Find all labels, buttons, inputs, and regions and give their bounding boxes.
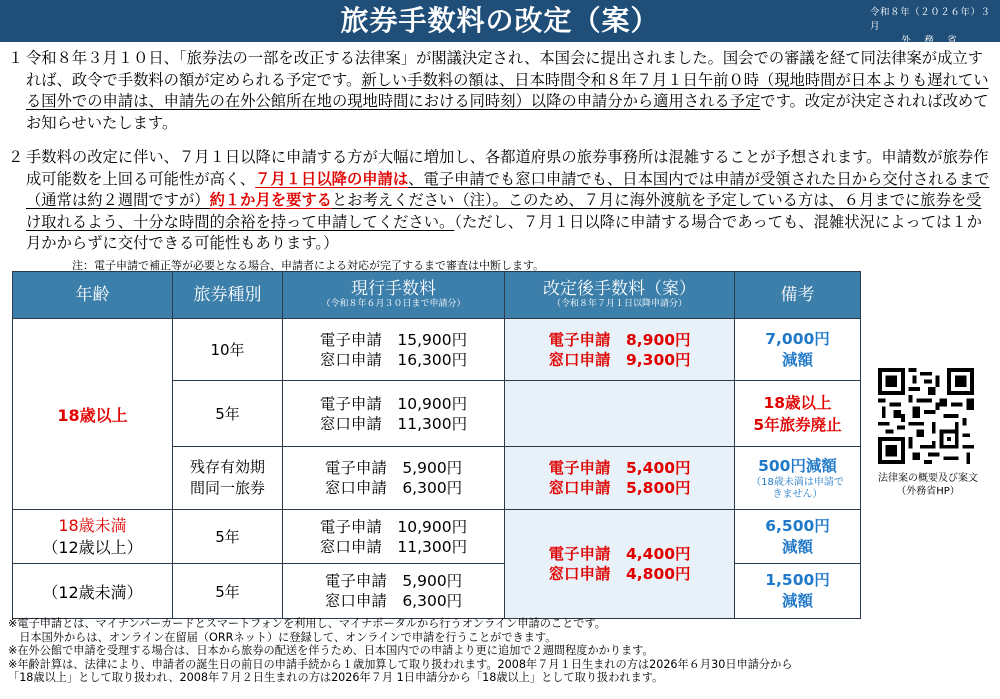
new-fee-counter: 窓口申請 9,300円 (548, 350, 691, 369)
remark-line: 1,500円 (765, 571, 830, 589)
remark-line: 減額 (781, 350, 813, 369)
remark (735, 381, 861, 447)
current-fee-electronic: 電子申請 10,900円 (319, 517, 468, 536)
footnote: ※電子申請とは、マイナンバーカードとスマートフォンを利用し、マイナポータルから行うオンライン申請のことです。 (8, 617, 606, 630)
remark (735, 447, 861, 510)
new-fee-counter: 窓口申請 4,800円 (548, 565, 691, 583)
passport-type: 10年 (173, 319, 283, 381)
current-fee (283, 510, 505, 564)
current-fee-counter: 窓口申請 11,300円 (319, 414, 468, 433)
table-row (13, 510, 861, 564)
current-fee-electronic: 電子申請 15,900円 (319, 330, 468, 349)
passport-type-line: 間同一旅券 (189, 479, 265, 497)
current-fee (283, 447, 505, 510)
table-header-row (13, 272, 861, 319)
current-fee-counter: 窓口申請 11,300円 (319, 537, 468, 556)
footnote: ※在外公館で申請を受理する場合は、日本から旅券の配送を伴うため、日本国内での申請より更に追加で２週間程度かかります。 (8, 644, 654, 657)
footnotes (8, 617, 998, 685)
new-fee-empty (505, 381, 735, 447)
current-fee (283, 564, 505, 619)
section-number: ２ (8, 148, 24, 166)
section-2-advice-text: とお考えください（注）。このため、７月に海外渡航を予定している方は、６月までに旅券を受け取れるよう、十分な時間的余裕を持って申請してください。 (26, 191, 982, 231)
footnote: 日本国外からは、オンライン在留届（ORRネット）に登録して、オンラインで申請を行うことができます。 (8, 630, 557, 644)
section-1 (8, 48, 993, 134)
section-2-caveat-text: （ただし、７月１日以降に申請する場合であっても、混雑状況によっては１か月かからずに交付できる可能性もあります。） (26, 212, 982, 252)
new-fee-counter: 窓口申請 5,800円 (548, 479, 691, 497)
age-child: （12歳未満） (13, 564, 173, 619)
current-fee-counter: 窓口申請 16,300円 (319, 350, 468, 369)
remark-line: 6,500円 (765, 516, 830, 535)
current-fee (283, 381, 505, 447)
qr-caption-line: （外務省HP） (896, 486, 960, 497)
remark-line: 500円減額 (758, 456, 837, 475)
passport-type (173, 447, 283, 510)
issuer-block (870, 6, 990, 48)
section-1-closing-text: です。改定が決定されれば改めてお知らせいたします。 (26, 92, 989, 132)
current-fee-electronic: 電子申請 5,900円 (324, 572, 463, 590)
issue-date: 令和８年（２０２６年）３月 (870, 7, 990, 32)
remark-line: 18歳以上 (763, 393, 832, 412)
new-fee-electronic: 電子申請 8,900円 (548, 330, 691, 349)
age-minor-label: 18歳未満 (58, 515, 127, 535)
current-fee (283, 319, 505, 381)
fee-table (12, 271, 861, 619)
section-2 (8, 147, 993, 255)
passport-type: 5年 (173, 381, 283, 447)
new-fee-electronic: 電子申請 4,400円 (548, 545, 691, 563)
header-remarks: 備考 (735, 272, 861, 319)
table-row (13, 319, 861, 381)
remark-line: 減額 (781, 592, 813, 610)
section-2-highlight-text: ７月１日以降の申請は (255, 169, 409, 188)
qr-caption (866, 472, 990, 498)
qr-code-icon[interactable] (878, 368, 974, 464)
age-minor-range: （12歳以上） (42, 537, 143, 557)
current-fee-electronic: 電子申請 10,900円 (319, 394, 468, 413)
new-fee-electronic: 電子申請 5,400円 (548, 459, 691, 477)
remark-line: 7,000円 (765, 329, 830, 348)
remark-line: 5年旅券廃止 (753, 415, 842, 434)
remark-line: （18歳未満は申請で (751, 476, 844, 488)
note-text: 注：電子申請で補正等が必要となる場合、申請者による対応が完了するまで審査は中断します。 (72, 259, 545, 272)
remark (735, 564, 861, 619)
passport-type-line: 残存有効期 (189, 458, 265, 476)
remark (735, 510, 861, 564)
new-fee-minor (505, 510, 735, 619)
header-current-fee (283, 272, 505, 319)
qr-caption-line: 法律案の概要及び案文 (878, 473, 978, 484)
remark (735, 319, 861, 381)
remark-line: きません） (772, 488, 823, 500)
current-fee-counter: 窓口申請 6,300円 (324, 592, 463, 610)
header-current-fee-label: 現行手数料 (351, 279, 436, 299)
footnote: ※年齢計算は、法律により、申請者の誕生日の前日の申請手続から１歳加算して取り扱われます。2008年７月１日生まれの方は2026年６月30日申請分から (8, 657, 793, 671)
section-1-text: 令和８年３月１０日、「旅券法の一部を改正する法律案」が閣議決定され、本国会に提出されました。国会での審議を経て同法律案が成立すれば、政令で手数料の額が定められる予定です。 (26, 49, 983, 89)
current-fee-electronic: 電子申請 5,900円 (324, 459, 463, 477)
passport-type: 5年 (173, 510, 283, 564)
passport-type: 5年 (173, 564, 283, 619)
header-new-fee (505, 272, 735, 319)
new-fee (505, 319, 735, 381)
section-2-intro-text: 手数料の改定に伴い、７月１日以降に申請する方が大幅に増加し、各都道府県の旅券事務所は混雑することが予想されます。 (26, 148, 882, 166)
remark-line: 減額 (781, 537, 813, 556)
section-number: １ (8, 49, 24, 67)
header-age: 年齢 (13, 272, 173, 319)
section-2-text: 申請数が旅券作成可能数を上回る可能性が高く、 (26, 148, 989, 188)
age-adult: 18歳以上 (13, 319, 173, 510)
header-new-fee-sub: （令和８年７月１日以降申請分） (551, 299, 687, 309)
header-new-fee-label: 改定後手数料（案） (543, 279, 696, 299)
current-fee-counter: 窓口申請 6,300円 (324, 479, 463, 497)
header-current-fee-sub: （令和８年６月３０日まで申請分） (321, 299, 466, 309)
age-minor (13, 510, 173, 564)
header-passport-type: 旅券種別 (173, 272, 283, 319)
footnote: 「18歳以上」として取り扱われ、2008年７月２日生まれの方は2026年７月 1日申請分から「18歳以上」として取り扱われます。 (8, 671, 664, 684)
issuer-org: 外 務 省 (901, 35, 959, 46)
page-title: 旅券手数料の改定（案） (340, 4, 660, 37)
new-fee (505, 447, 735, 510)
title-banner (0, 0, 1000, 46)
section-2-underlined-text: 、電子申請でも窓口申請でも、日本国内では申請が受領された日から交付されるまで（通常は約２週間ですが） (26, 169, 990, 209)
section-1-underlined-text: 新しい手数料の額は、日本時間令和８年７月１日午前０時（現地時間が日本よりも遅れている国外での申請は、申請先の在外公館所在地の現地時間における同時刻）以降の申請分から適用される予定 (26, 70, 989, 110)
section-2-duration-highlight: 約１か月を要する (209, 191, 332, 209)
